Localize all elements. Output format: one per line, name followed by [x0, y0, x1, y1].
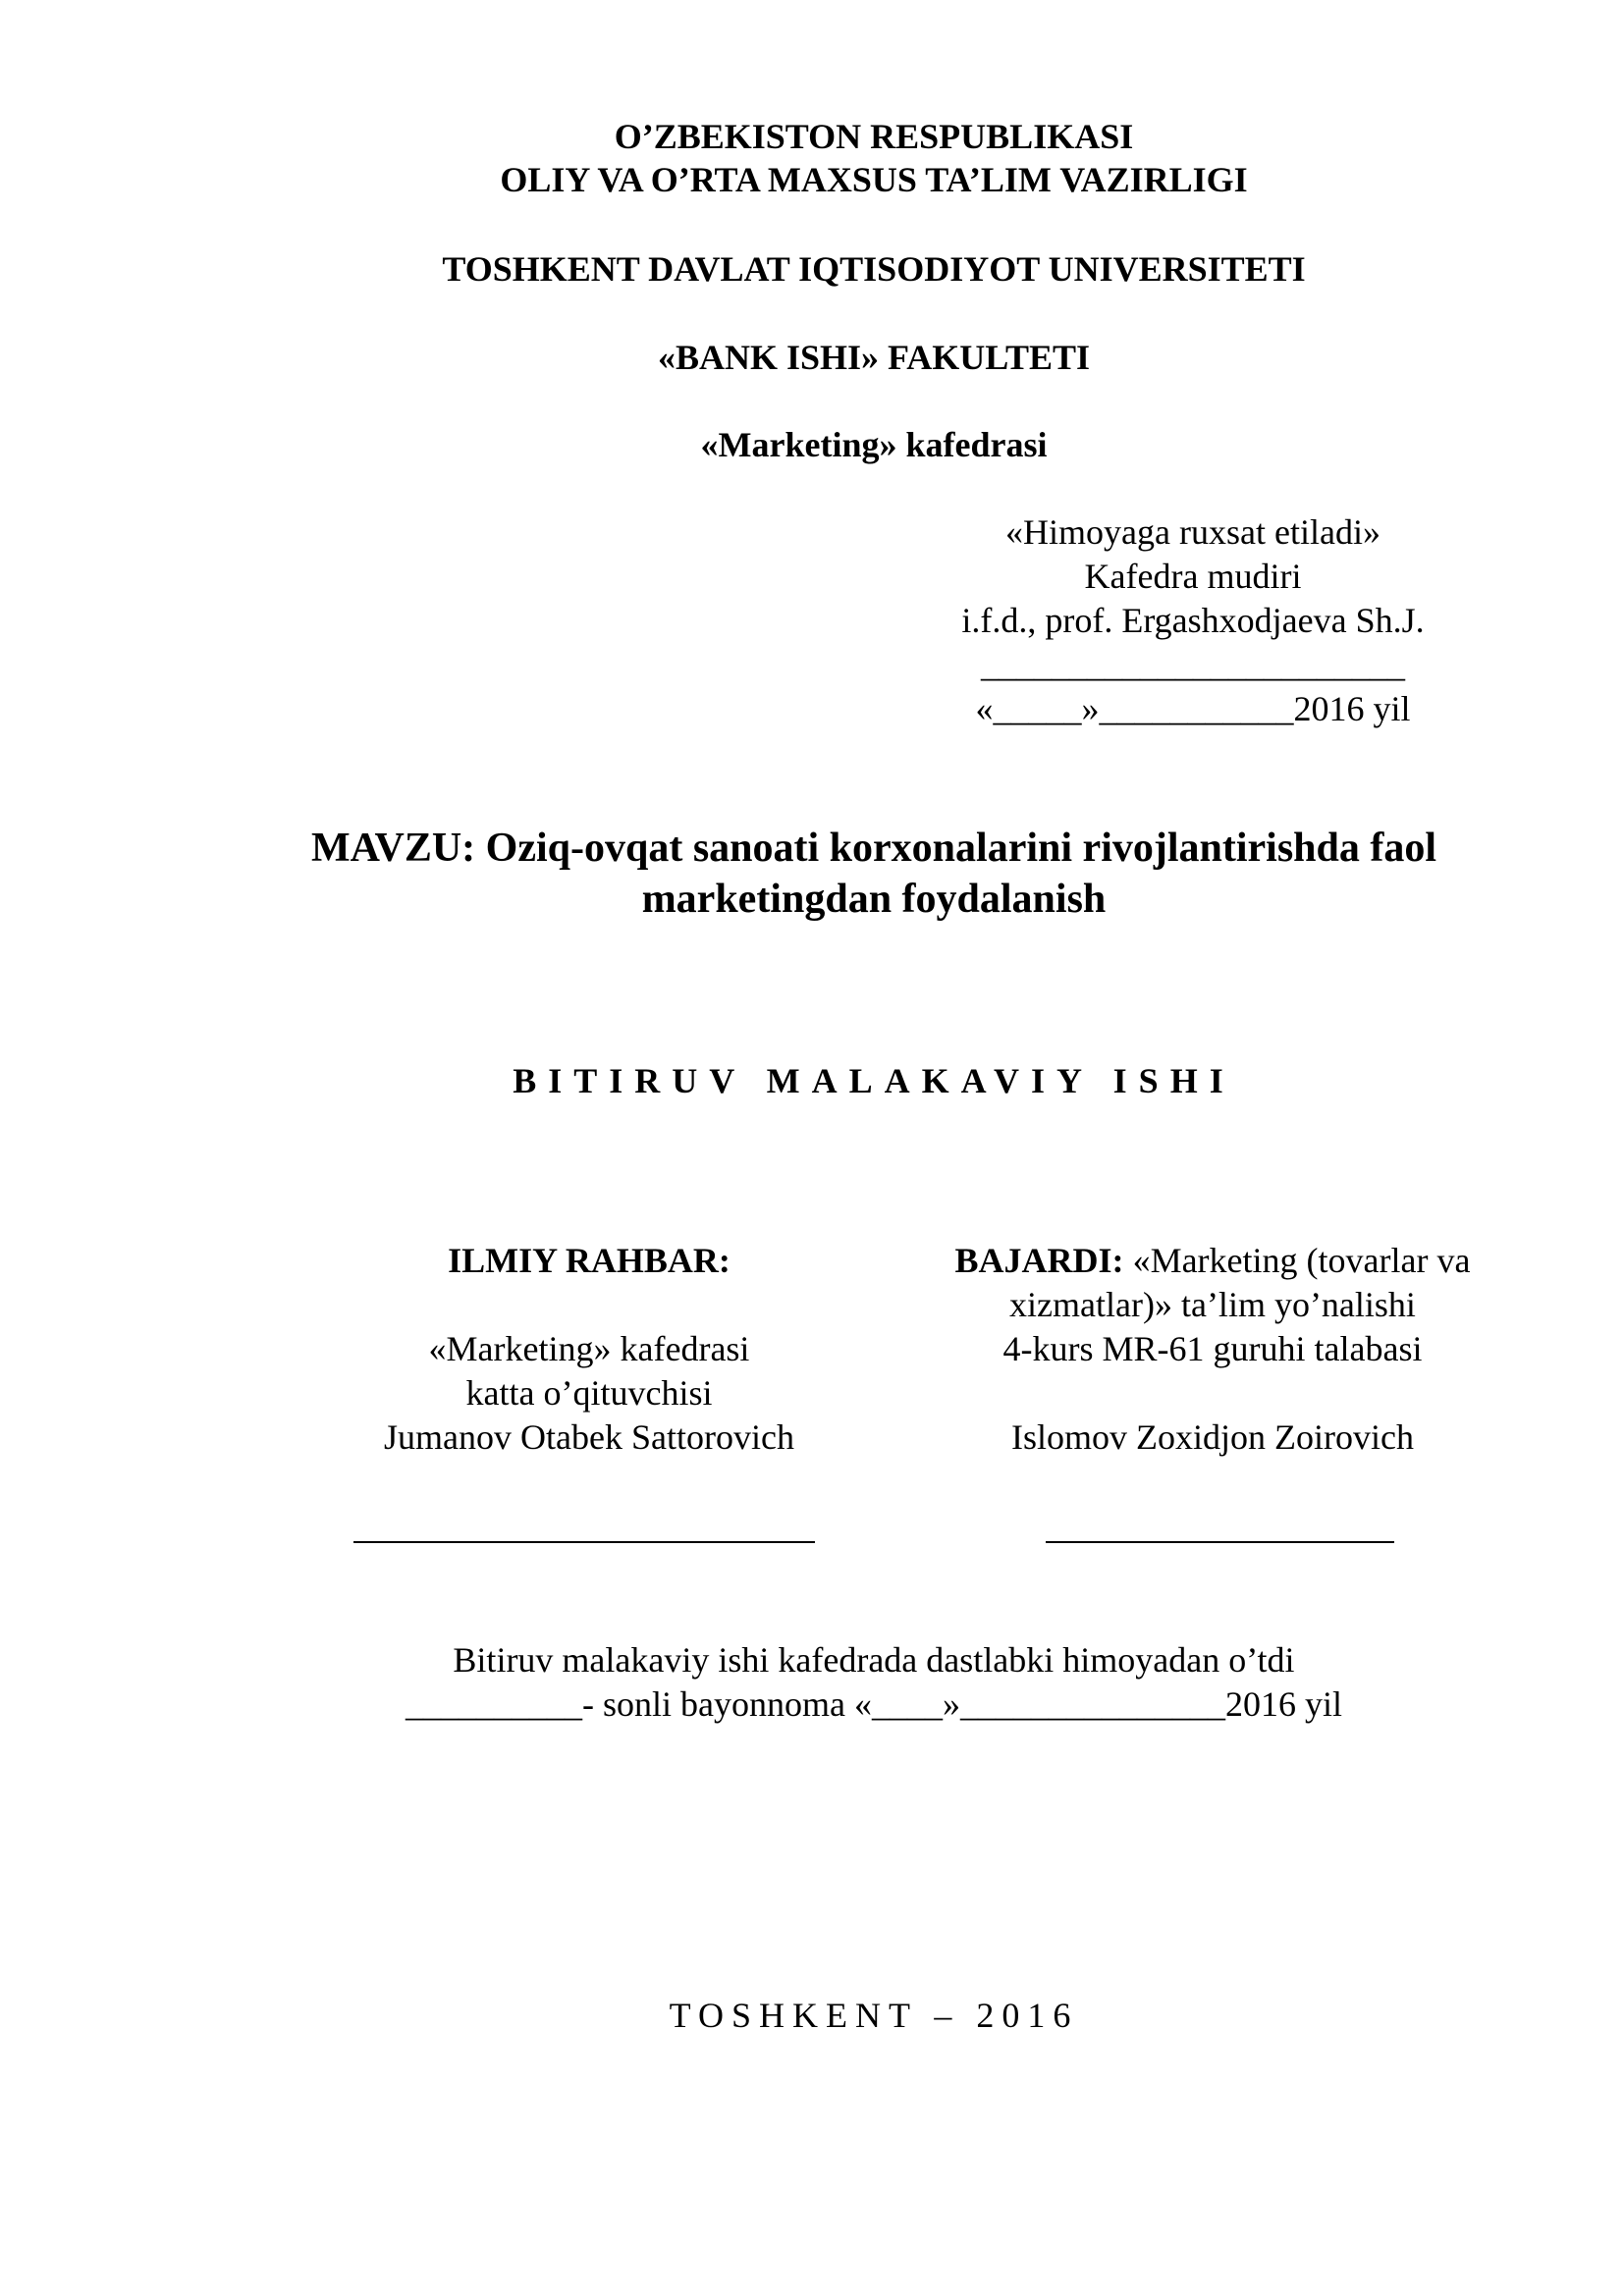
- republic-heading: O’ZBEKISTON RESPUBLIKASI: [614, 117, 1134, 156]
- approval-signature-line: ________________________: [981, 645, 1405, 684]
- supervisor-block: [324, 1239, 854, 1460]
- student-block: [903, 1239, 1522, 1460]
- supervisor-signature-line: [353, 1541, 815, 1543]
- approval-head-name: i.f.d., prof. Ergashxodjaeva Sh.J.: [961, 601, 1425, 640]
- work-type-title: BITIRUV MALAKAVIY ISHI: [513, 1061, 1235, 1100]
- student-group: 4-kurs MR-61 guruhi talabasi: [1002, 1329, 1423, 1368]
- student-program-end: xizmatlar)» ta’lim yo’nalishi: [1009, 1285, 1416, 1324]
- thesis-topic: MAVZU: Oziq-ovqat sanoati korxonalarini rivojlantirishda faol marketingdan foydalanish: [310, 826, 1437, 922]
- student-first-line: [903, 1239, 1522, 1283]
- approval-date-line: «_____»___________2016 yil: [975, 689, 1411, 728]
- university-heading: TOSHKENT DAVLAT IQTISODIYOT UNIVERSITETI: [442, 249, 1306, 289]
- defense-protocol-line: __________- sonli bayonnoma «____»_______________2016 yil: [406, 1684, 1342, 1724]
- supervisor-name: Jumanov Otabek Sattorovich: [384, 1417, 794, 1457]
- ministry-heading: OLIY VA O’RTA MAXSUS TA’LIM VAZIRLIGI: [500, 160, 1248, 199]
- defense-statement: Bitiruv malakaviy ishi kafedrada dastlabki himoyadan o’tdi: [453, 1640, 1295, 1680]
- supervisor-position: katta o’qituvchisi: [465, 1373, 713, 1413]
- student-label: BAJARDI:: [954, 1241, 1124, 1280]
- supervisor-department: «Marketing» kafedrasi: [428, 1329, 750, 1368]
- student-program-start: «Marketing (tovarlar va: [1123, 1241, 1471, 1280]
- approval-permission: «Himoyaga ruxsat etiladi»: [1005, 512, 1380, 552]
- student-signature-line: [1046, 1541, 1394, 1543]
- faculty-heading: «BANK ISHI» FAKULTETI: [657, 338, 1091, 377]
- spacer: [903, 1371, 1522, 1415]
- department-heading: «Marketing» kafedrasi: [700, 425, 1048, 464]
- supervisor-label: ILMIY RAHBAR:: [448, 1241, 731, 1280]
- student-name: Islomov Zoxidjon Zoirovich: [1011, 1417, 1414, 1457]
- approval-head-title: Kafedra mudiri: [1084, 557, 1302, 596]
- spacer: [324, 1283, 854, 1327]
- city-year: TOSHKENT – 2016: [669, 1996, 1079, 2035]
